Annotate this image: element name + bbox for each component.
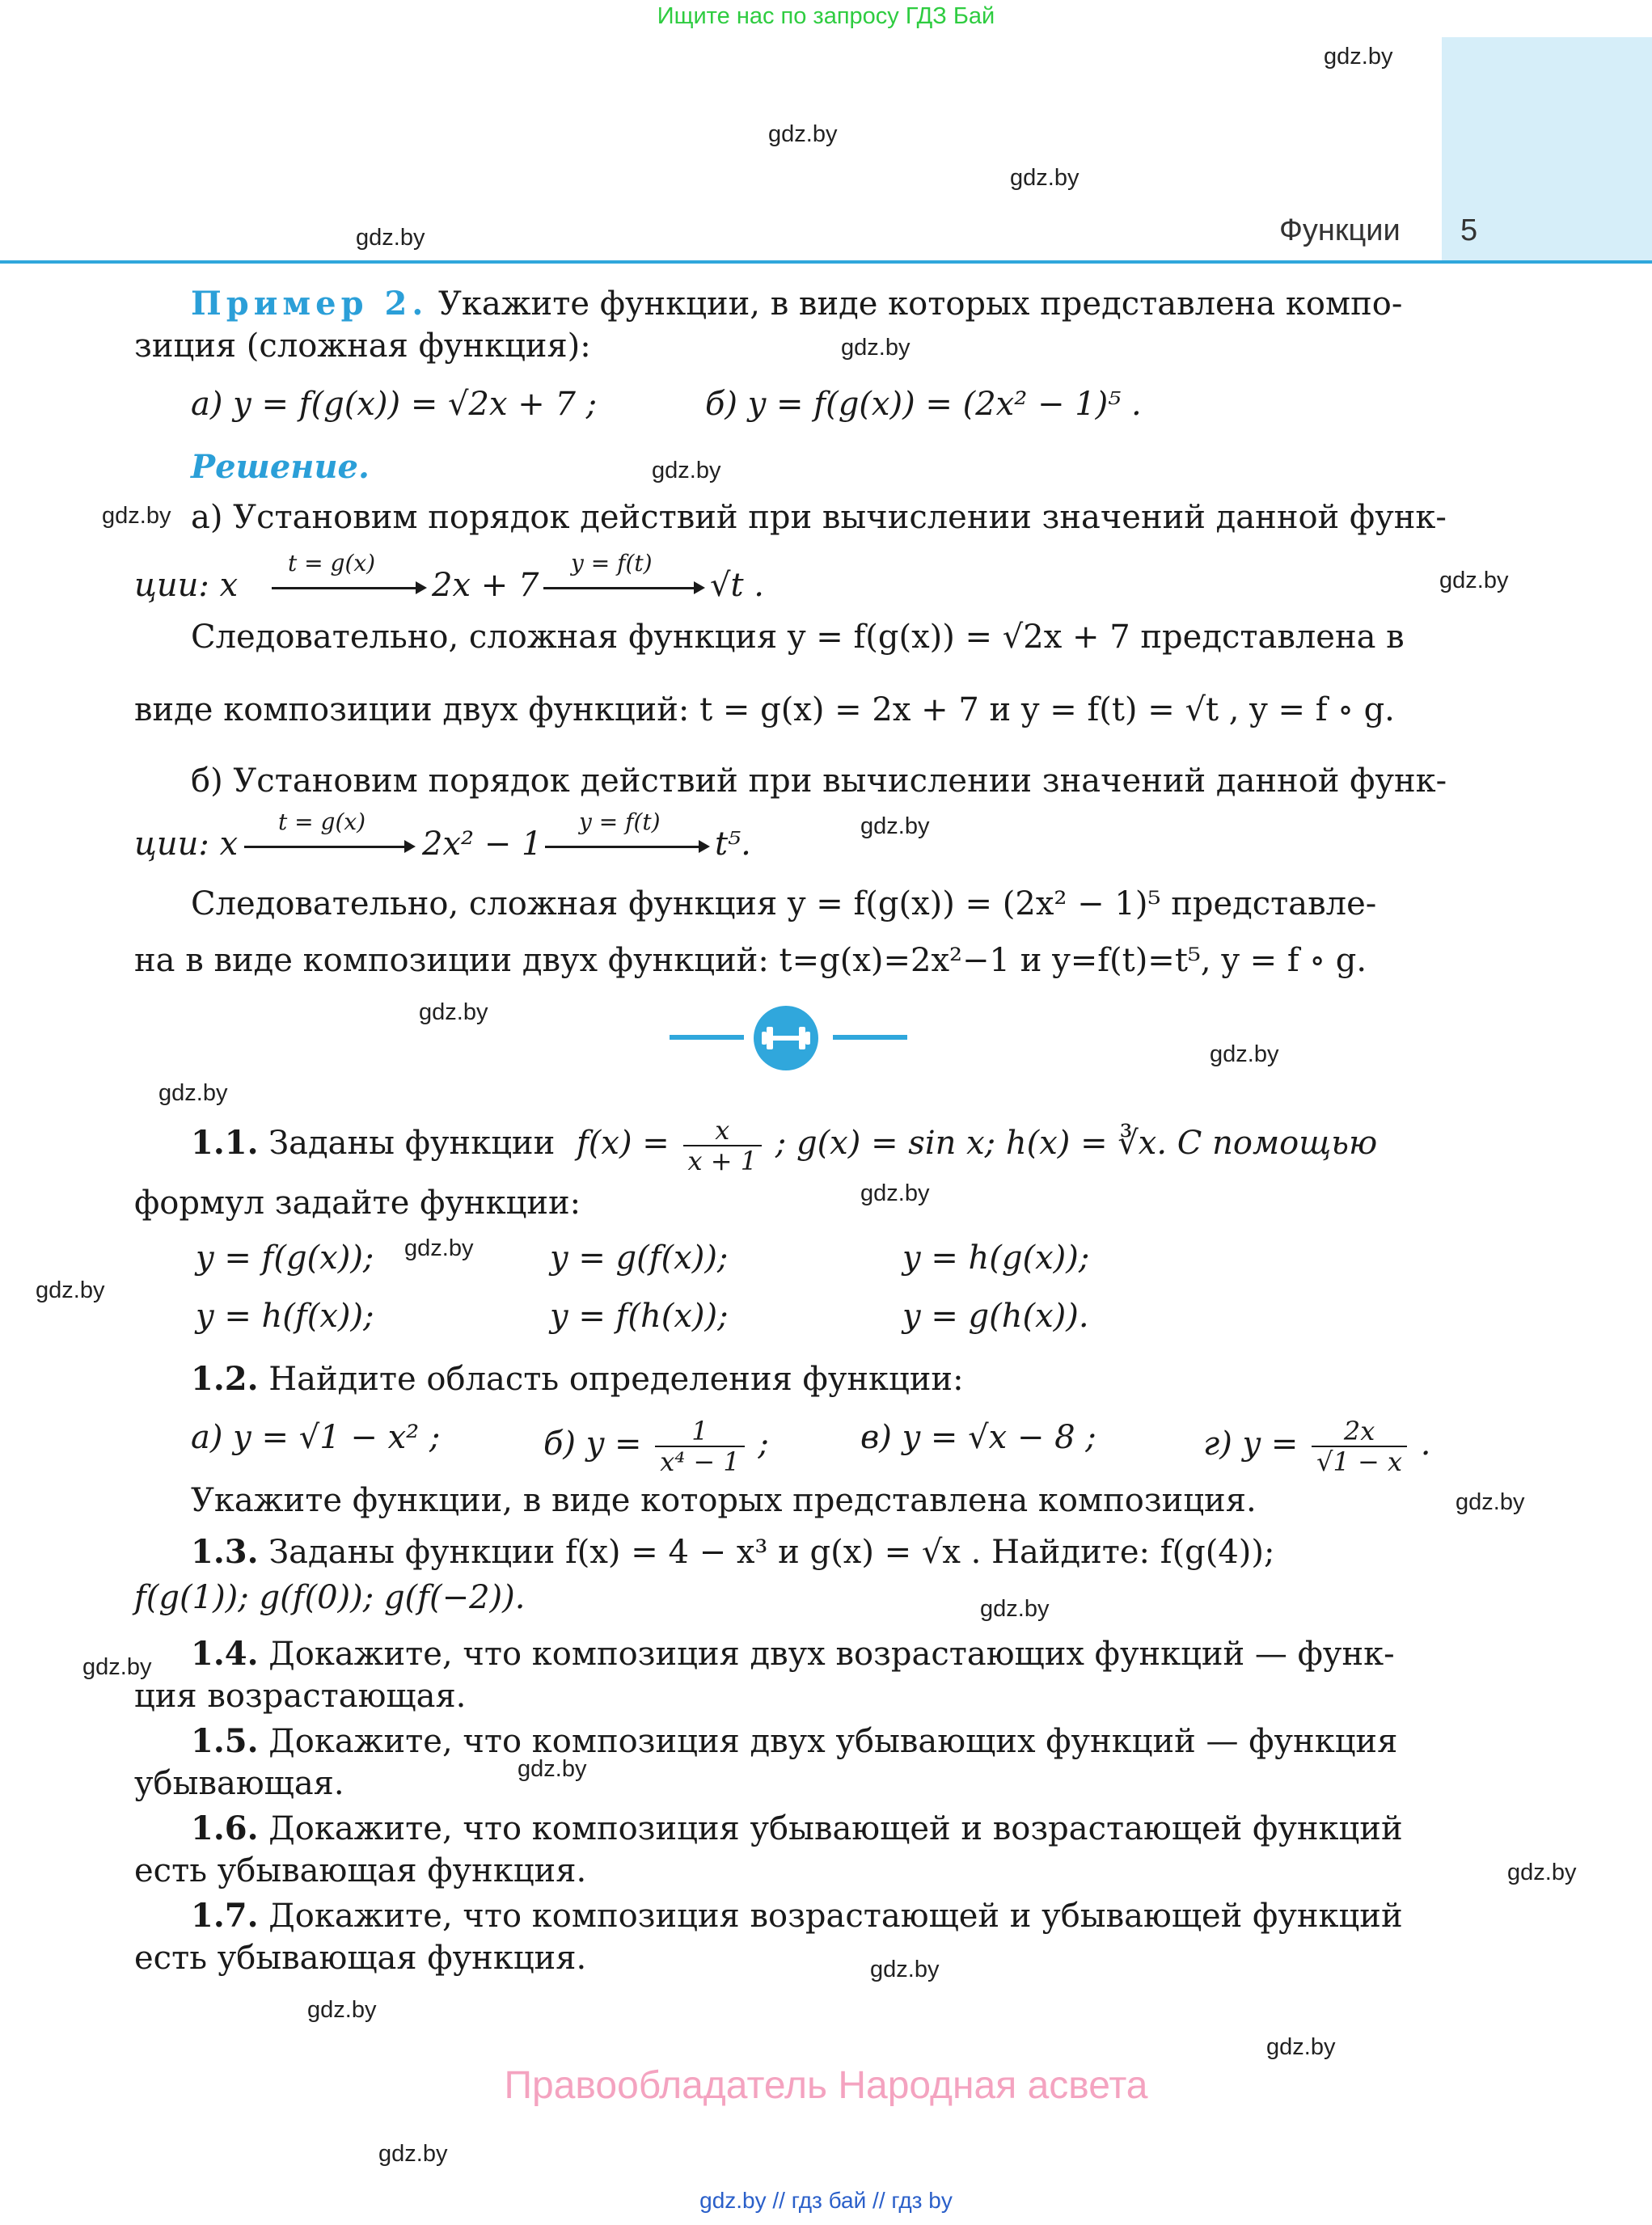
exercise-1-2-item-c: в) y = √x − 8 ; xyxy=(860,1419,1096,1456)
exercise-1-2-item-a: а) y = √1 − x² ; xyxy=(191,1419,441,1456)
exercise-1-3 xyxy=(191,1531,1275,1573)
grid-item: y = g(f(x)); xyxy=(550,1239,729,1277)
watermark: gdz.by xyxy=(980,1596,1050,1622)
solution-a-line-2-prefix: ции: x xyxy=(134,567,239,604)
watermark: gdz.by xyxy=(860,1180,930,1206)
formula: б) y = xyxy=(543,1425,642,1463)
top-banner: Ищите нас по запросу ГДЗ Бай xyxy=(657,3,995,29)
solution-a-end: √t . xyxy=(710,567,764,604)
watermark: gdz.by xyxy=(841,335,911,361)
fraction xyxy=(1312,1416,1407,1476)
grid-item: y = h(g(x)); xyxy=(902,1239,1090,1277)
solution-b-line-4: на в виде композиции двух функций: t=g(x)=2x²−1 и y=f(t)=t⁵, y = f ∘ g. xyxy=(134,942,1367,979)
solution-b-end: t⁵. xyxy=(715,825,751,863)
exercise-1-2-line-3: Укажите функции, в виде которых представлена композиция. xyxy=(191,1482,1257,1519)
solution-a-line-1: а) Установим порядок действий при вычислении значений данной функ- xyxy=(191,499,1447,536)
exercise-1-7-line-2: есть убывающая функция. xyxy=(134,1940,587,1977)
fraction-numerator: 2x xyxy=(1312,1416,1407,1447)
copyright-notice: Правообладатель Народная асвета xyxy=(504,2064,1148,2107)
exercise-number: 1.5. xyxy=(191,1722,259,1760)
example-item-b: б) y = f(g(x)) = (2x² − 1)⁵ . xyxy=(705,386,1142,423)
fraction xyxy=(683,1116,763,1176)
watermark: gdz.by xyxy=(404,1235,474,1261)
watermark: gdz.by xyxy=(1439,568,1509,593)
watermark: gdz.by xyxy=(1324,44,1393,70)
fraction-numerator: 1 xyxy=(655,1416,744,1447)
grid-item: y = h(f(x)); xyxy=(196,1298,374,1335)
exercise-1-5-line-2: убывающая. xyxy=(134,1765,344,1802)
exercise-number: 1.4. xyxy=(191,1635,259,1673)
watermark: gdz.by xyxy=(356,225,425,251)
example-text: Укажите функции, в виде которых представлена компо- xyxy=(437,285,1403,323)
solution-b-line-2-prefix: ции: x xyxy=(134,825,239,863)
watermark: gdz.by xyxy=(652,458,721,483)
footer-links[interactable]: gdz.by // гдз бай // гдз by xyxy=(699,2188,953,2213)
exercise-1-1-line-2: формул задайте функции: xyxy=(134,1184,581,1222)
formula: г) y = xyxy=(1203,1425,1299,1463)
fraction-denominator: √1 − x xyxy=(1316,1446,1403,1477)
exercise-text: Докажите, что композиция убывающей и возрастающей функций xyxy=(268,1810,1403,1847)
watermark: gdz.by xyxy=(518,1756,587,1782)
watermark: gdz.by xyxy=(307,1997,377,2023)
grid-item: y = f(h(x)); xyxy=(550,1298,729,1335)
exercise-1-2-item-d xyxy=(1203,1416,1430,1476)
watermark: gdz.by xyxy=(158,1080,228,1106)
dumbbell-icon xyxy=(754,1006,818,1070)
example-line-2: зиция (сложная функция): xyxy=(134,327,591,365)
divider-right xyxy=(833,1035,907,1040)
watermark: gdz.by xyxy=(860,813,930,839)
page-number: 5 xyxy=(1460,213,1478,247)
fraction xyxy=(655,1416,744,1476)
exercise-text: Докажите, что композиция двух убывающих функций — функция xyxy=(268,1723,1398,1760)
watermark: gdz.by xyxy=(82,1654,152,1680)
running-title: Функции xyxy=(1279,213,1401,247)
arrow xyxy=(272,587,424,589)
exercise-1-4-line-2: ция возрастающая. xyxy=(134,1678,467,1715)
exercise-text: Заданы функции xyxy=(268,1125,556,1162)
grid-item: y = f(g(x)); xyxy=(196,1239,374,1277)
formula: f(x) = xyxy=(576,1125,670,1162)
exercise-number: 1.7. xyxy=(191,1897,259,1935)
fraction-denominator: x + 1 xyxy=(687,1146,758,1176)
watermark: gdz.by xyxy=(1507,1860,1577,1885)
exercise-text: Заданы функции f(x) = 4 − x³ и g(x) = √x . Найдите: f(g(4)); xyxy=(268,1534,1275,1571)
exercise-text: Найдите область определения функции: xyxy=(268,1361,964,1398)
exercise-number: 1.6. xyxy=(191,1809,259,1847)
watermark: gdz.by xyxy=(870,1957,940,1982)
formula: . xyxy=(1420,1425,1431,1463)
exercise-text: Докажите, что композиция двух возрастающих функций — функ- xyxy=(268,1636,1395,1673)
exercise-1-6-line-2: есть убывающая функция. xyxy=(134,1852,587,1889)
arrow-label: y = f(t) xyxy=(571,550,653,576)
arrow xyxy=(244,846,412,848)
header-rule xyxy=(0,260,1652,264)
watermark: gdz.by xyxy=(1010,165,1080,191)
watermark: gdz.by xyxy=(36,1277,105,1303)
solution-label: Решение. xyxy=(191,448,370,486)
exercise-1-2-item-b xyxy=(543,1416,769,1476)
solution-b-line-1: б) Установим порядок действий при вычислении значений данной функ- xyxy=(191,762,1447,800)
exercise-number: 1.2. xyxy=(191,1360,259,1398)
watermark: gdz.by xyxy=(1266,2034,1336,2060)
exercise-number: 1.3. xyxy=(191,1533,259,1571)
exercise-1-2 xyxy=(191,1358,964,1400)
watermark: gdz.by xyxy=(419,999,488,1025)
solution-a-mid: 2x + 7 xyxy=(432,567,539,604)
solution-a-line-4: виде композиции двух функций: t = g(x) = 2x + 7 и y = f(t) = √t , y = f ∘ g. xyxy=(134,691,1395,728)
solution-a-line-3: Следовательно, сложная функция y = f(g(x)) = √2x + 7 представлена в xyxy=(191,619,1405,656)
grid-item: y = g(h(x)). xyxy=(902,1298,1089,1335)
watermark: gdz.by xyxy=(102,503,171,529)
watermark: gdz.by xyxy=(378,2141,448,2167)
exercise-1-3-line-2: f(g(1)); g(f(0)); g(f(−2)). xyxy=(134,1579,526,1616)
solution-b-mid: 2x² − 1 xyxy=(422,825,543,863)
arrow xyxy=(545,846,707,848)
exercise-1-4 xyxy=(191,1633,1395,1675)
watermark: gdz.by xyxy=(768,121,838,147)
exercise-1-5 xyxy=(191,1720,1397,1763)
example-item-a: а) y = f(g(x)) = √2x + 7 ; xyxy=(191,386,598,423)
watermark: gdz.by xyxy=(1456,1489,1525,1515)
divider-left xyxy=(670,1035,744,1040)
formula: ; xyxy=(758,1425,769,1463)
exercise-text: Докажите, что композиция возрастающей и убывающей функций xyxy=(268,1898,1403,1935)
arrow-label: y = f(t) xyxy=(579,809,661,835)
fraction-denominator: x⁴ − 1 xyxy=(660,1446,740,1477)
example-line-1 xyxy=(191,283,1402,325)
example-label: Пример 2. xyxy=(191,285,429,323)
solution-b-line-3: Следовательно, сложная функция y = f(g(x)) = (2x² − 1)⁵ представле- xyxy=(191,885,1377,923)
exercise-1-6 xyxy=(191,1808,1403,1850)
watermark: gdz.by xyxy=(1210,1041,1279,1067)
exercise-1-1 xyxy=(191,1116,1377,1176)
fraction-numerator: x xyxy=(683,1116,763,1146)
arrow-label: t = g(x) xyxy=(278,809,366,835)
arrow-label: t = g(x) xyxy=(288,550,376,576)
exercise-number: 1.1. xyxy=(191,1124,259,1162)
formula: ; g(x) = sin x; h(x) = ∛x. С помощью xyxy=(775,1125,1378,1162)
exercise-1-7 xyxy=(191,1895,1403,1937)
arrow xyxy=(543,587,702,589)
